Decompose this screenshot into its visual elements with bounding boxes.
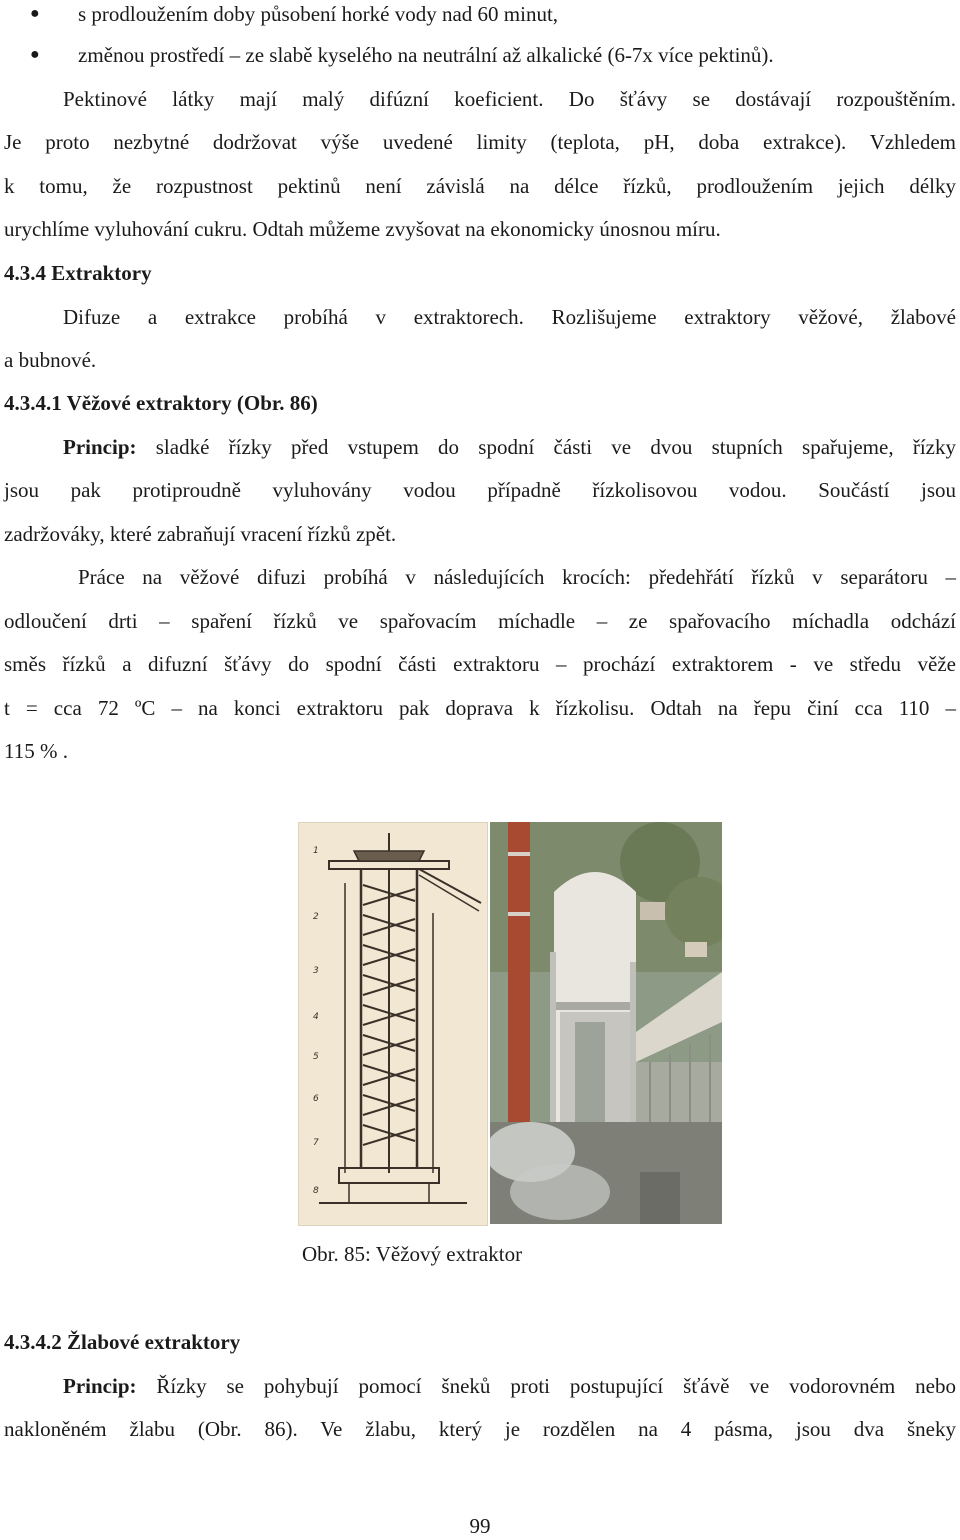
drawing-label: 4 [313, 1012, 319, 1022]
drawing-label: 2 [313, 912, 319, 922]
paragraph-line: Je proto nezbytné dodržovat výše uvedené limity (teplota, pH, doba extrakce). Vzhledem [4, 130, 956, 154]
drawing-label: 8 [313, 1186, 319, 1196]
principle-label: Princip: [63, 1374, 137, 1398]
drawing-label: 3 [313, 966, 319, 976]
paragraph-line: Pektinové látky mají malý difúzní koeficient. Do šťávy se dostávají rozpouštěním. [63, 87, 956, 111]
paragraph-line: urychlíme vyluhování cukru. Odtah můžeme zvyšovat na ekonomicky únosnou míru. [4, 217, 721, 241]
drawing-label: 1 [313, 846, 319, 856]
bullet-marker: ● [30, 46, 40, 63]
paragraph-line: 115 % . [4, 739, 68, 763]
bullet-item: změnou prostředí – ze slabě kyselého na neutrální až alkalické (6-7x více pektinů). [78, 43, 774, 67]
drawing-label: 5 [313, 1052, 319, 1062]
bullet-marker: ● [30, 5, 40, 22]
paragraph-line: t = cca 72 ºC – na konci extraktoru pak doprava k řízkolisu. Odtah na řepu činí cca 110 – [4, 696, 956, 720]
paragraph-line: směs řízků a difuzní šťávy do spodní části extraktoru – prochází extraktorem - ve středu věže [4, 652, 956, 676]
bullet-item: s prodloužením doby působení horké vody nad 60 minut, [78, 2, 559, 26]
paragraph-line [63, 1372, 956, 1400]
subsection-heading: 4.3.4.2 Žlabové extraktory [4, 1330, 241, 1354]
paragraph-line [63, 433, 956, 461]
paragraph-line: jsou pak protiproudně vyluhovány vodou případně řízkolisovou vodou. Součástí jsou [4, 478, 956, 502]
paragraph-line: k tomu, že rozpustnost pektinů není závislá na délce řízků, prodloužením jejich délky [4, 174, 956, 198]
paragraph-line: a bubnové. [4, 348, 97, 372]
tower-extractor-photo [490, 822, 722, 1224]
paragraph-text: sladké řízky před vstupem do spodní části ve dvou stupních spařujeme, řízky [136, 435, 956, 459]
figure-caption: Obr. 85: Věžový extraktor [302, 1242, 523, 1266]
tower-extractor-drawing [298, 822, 488, 1226]
paragraph-line: nakloněném žlabu (Obr. 86). Ve žlabu, který je rozdělen na 4 pásma, jsou dva šneky [4, 1417, 956, 1441]
paragraph-line: zadržováky, které zabraňují vracení řízků zpět. [4, 522, 397, 546]
subsection-heading: 4.3.4.1 Věžové extraktory (Obr. 86) [4, 391, 318, 415]
principle-label: Princip: [63, 435, 137, 459]
paragraph-line: odloučení drti – spaření řízků ve spařovacím míchadle – ze spařovacího míchadla odchází [4, 609, 956, 633]
drawing-label: 7 [313, 1138, 319, 1148]
paragraph-text: Řízky se pohybují pomocí šneků proti postupující šťávě ve vodorovném nebo [136, 1374, 956, 1398]
page-number: 99 [469, 1514, 491, 1538]
paragraph-line: Difuze a extrakce probíhá v extraktorech. Rozlišujeme extraktory věžové, žlabové [63, 305, 956, 329]
paragraph-line: Práce na věžové difuzi probíhá v následujících krocích: předehřátí řízků v separátoru – [78, 565, 956, 589]
drawing-label: 6 [313, 1094, 319, 1104]
section-heading: 4.3.4 Extraktory [4, 261, 152, 285]
